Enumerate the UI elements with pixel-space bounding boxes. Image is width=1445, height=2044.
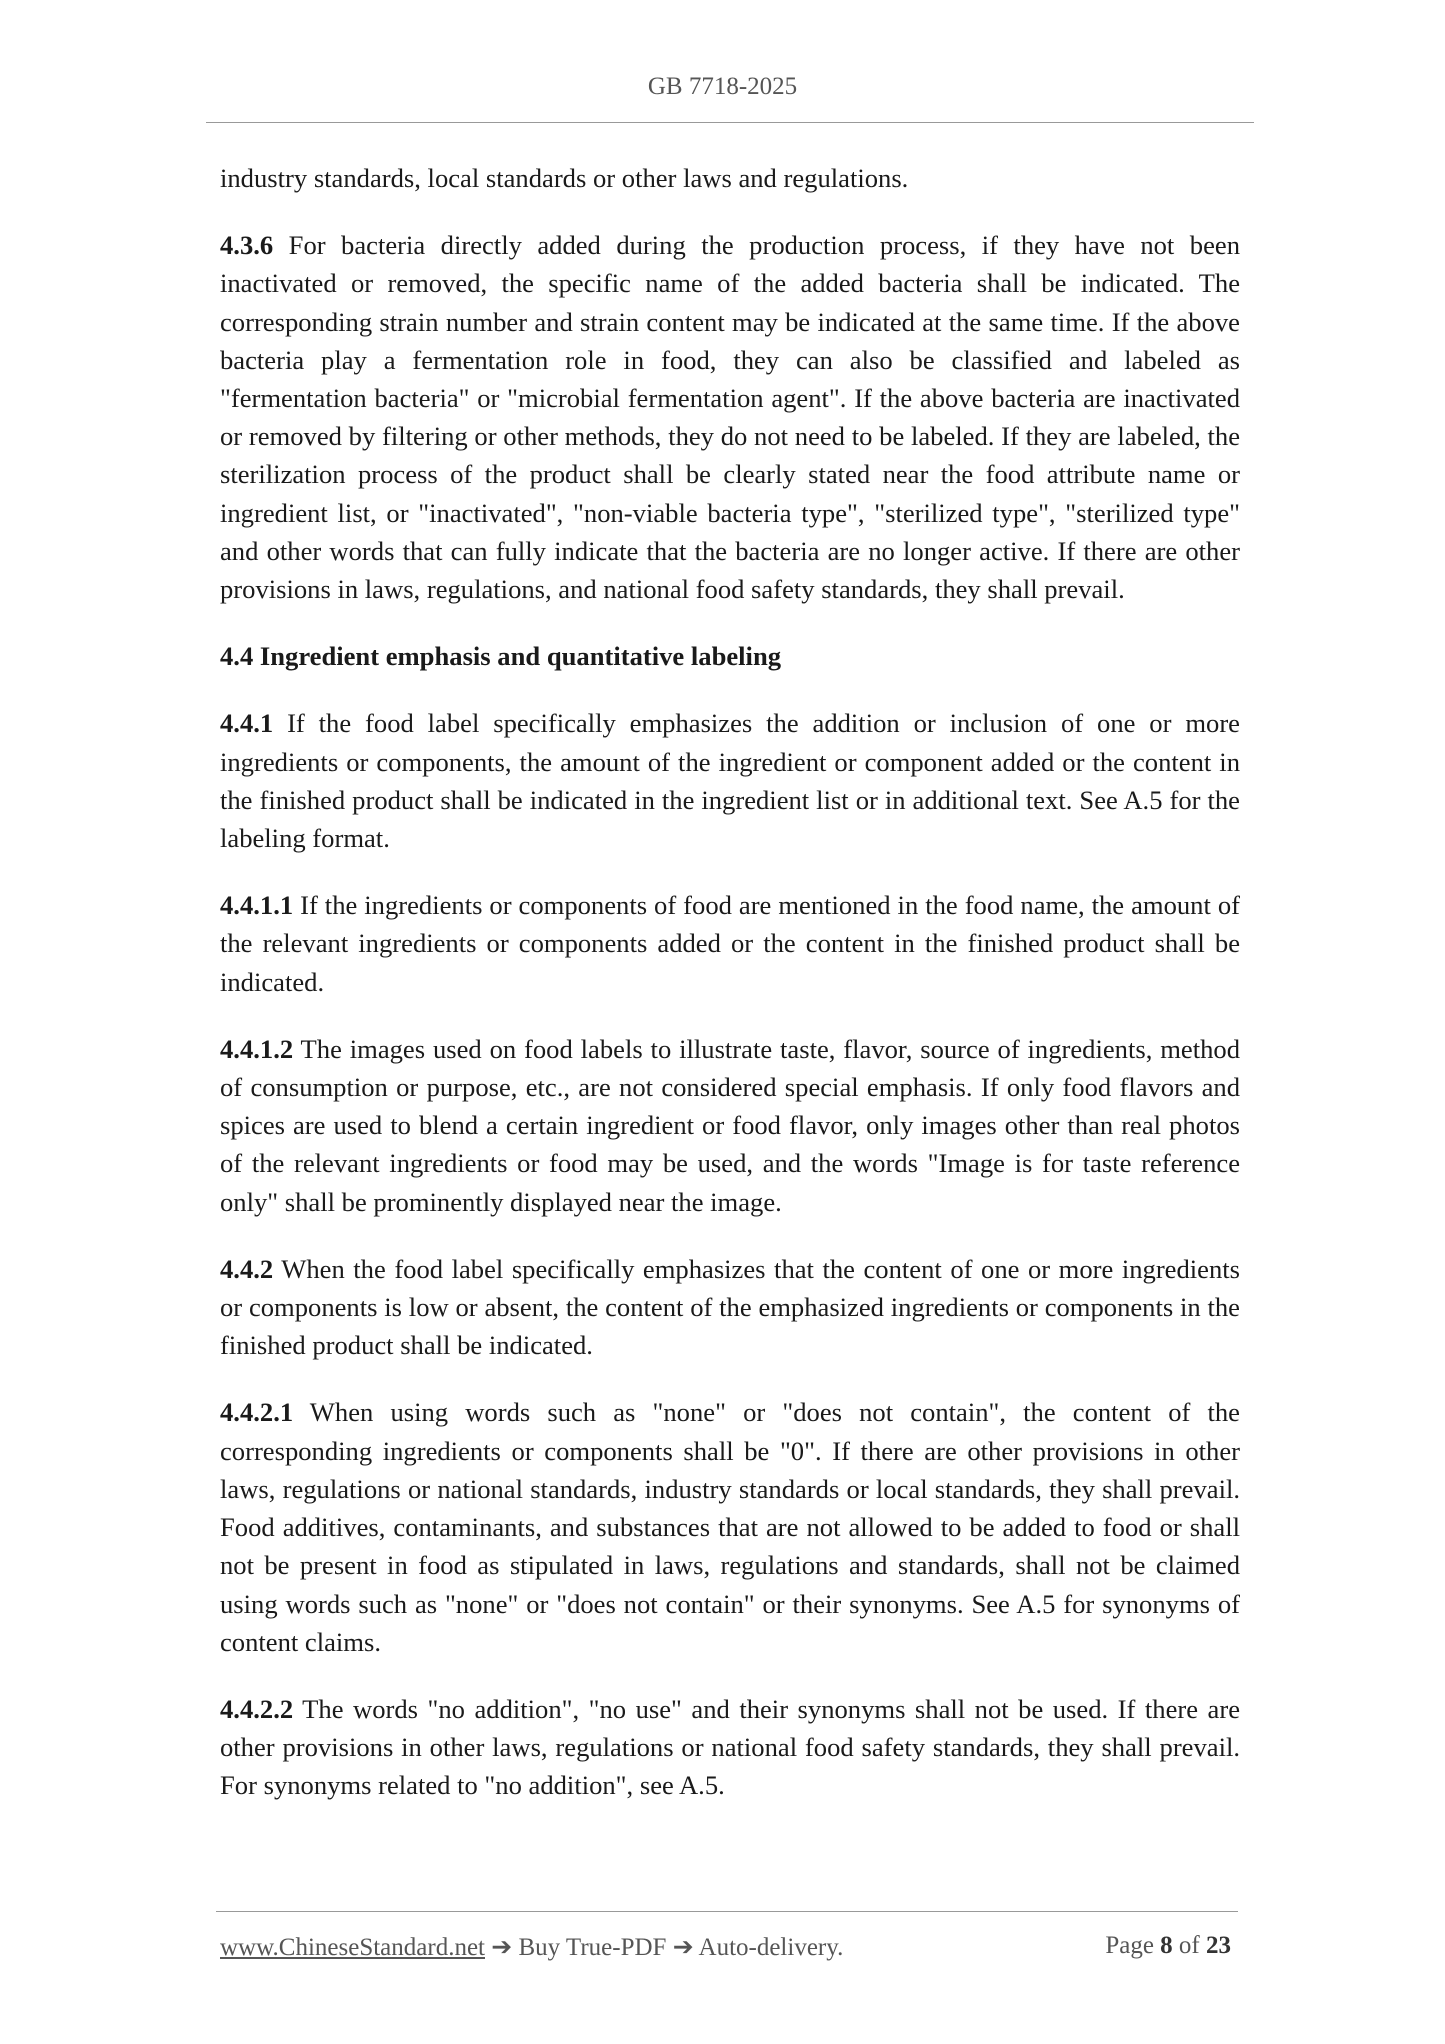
buy-pdf-text: Buy True-PDF [518,1934,667,1961]
site-link[interactable]: www.ChineseStandard.net [220,1934,485,1961]
footer-links [220,1932,843,1962]
paragraph-text: industry standards, local standards or other laws and regulations. [220,163,909,193]
clause-text: The images used on food labels to illustrate taste, flavor, source of ingredients, method of consumption or purpose, etc., are not considered special emphasis. If only food flavors and spices are used to blend a certain ingredient or food flavor, only images other than real photos of the relevant ingredients or food may be used, and the words "Image is for taste reference only" shall be prominently displayed near the image. [220,1033,1240,1217]
page-current: 8 [1160,1932,1173,1959]
clause-number: 4.4.2.1 [220,1397,294,1428]
page-label: Page [1105,1932,1154,1959]
page-header-title: GB 7718-2025 [647,73,798,100]
clause-number: 4.4.1 [220,708,274,739]
clause-text: If the food label specifically emphasizes the addition or inclusion of one or more ingredients or components, the amount of the ingredient or component added or the content in the finished product shall be indicated in the ingredient list or in additional text. See A.5 for the labeling format. [220,708,1240,854]
clause-number: 4.3.6 [220,230,274,261]
clause-number: 4.4.2 [220,1253,274,1284]
clause-number: 4.4.2.2 [220,1693,294,1724]
footer-divider [216,1911,1238,1912]
of-label: of [1178,1932,1200,1959]
section-heading-4-4 [220,637,1240,675]
header-divider [206,122,1254,123]
arrow-icon: ➔ [485,1934,519,1961]
clause-number: 4.4.1.2 [220,1033,294,1064]
clause-number: 4.4.1.1 [220,890,294,921]
clause-text: If the ingredients or components of food are mentioned in the food name, the amount of the relevant ingredients or components added or the content in the finished product shall be indicated. [220,890,1240,997]
clause-4-4-2-1 [220,1393,1240,1660]
clause-4-4-2-2 [220,1690,1240,1805]
auto-delivery-text: Auto-delivery. [698,1934,844,1961]
clause-4-3-6 [220,226,1240,608]
arrow-icon: ➔ [666,1934,699,1961]
clause-text: For bacteria directly added during the production process, if they have not been inactivated or removed, the specific name of the added bacteria shall be indicated. The corresponding strain number and strain content may be indicated at the same time. If the above bacteria play a fermentation role in food, they can also be classified and labeled as "fermentation bacteria" or "microbial fermentation agent". If the above bacteria are inactivated or removed by filtering or other methods, they do not need to be labeled. If they are labeled, the sterilization process of the product shall be clearly stated near the food attribute name or ingredient list, or "inactivated", "non-viable bacteria type", "sterilized type", "sterilized type" and other words that can fully indicate that the bacteria are no longer active. If there are other provisions in laws, regulations, and national food safety standards, they shall prevail. [220,230,1240,605]
section-heading-text: 4.4 Ingredient emphasis and quantitative labeling [220,641,782,672]
clause-4-4-1-2 [220,1030,1240,1221]
clause-text: When the food label specifically emphasizes that the content of one or more ingredients or components is low or absent, the content of the emphasized ingredients or components in the finished product shall be indicated. [220,1253,1240,1361]
paragraph-continuation [220,159,1240,197]
page-counter [1105,1932,1231,1960]
clause-4-4-1-1 [220,886,1240,1001]
clause-text: When using words such as "none" or "does not contain", the content of the corresponding ingredients or components shall be "0". If there are other provisions in other laws, regulations or national standards, industry standards or local standards, they shall prevail. Food additives, contaminants, and substances that are not allowed to be added to food or shall not be present in food as stipulated in laws, regulations and standards, shall not be claimed using words such as "none" or "does not contain" or their synonyms. See A.5 for synonyms of content claims. [220,1397,1240,1657]
clause-4-4-2 [220,1250,1240,1365]
document-body [220,159,1240,1834]
page-total: 23 [1206,1932,1231,1959]
clause-text: The words "no addition", "no use" and their synonyms shall not be used. If there are other provisions in other laws, regulations or national food safety standards, they shall prevail. For synonyms related to "no addition", see A.5. [220,1693,1240,1801]
clause-4-4-1 [220,704,1240,857]
